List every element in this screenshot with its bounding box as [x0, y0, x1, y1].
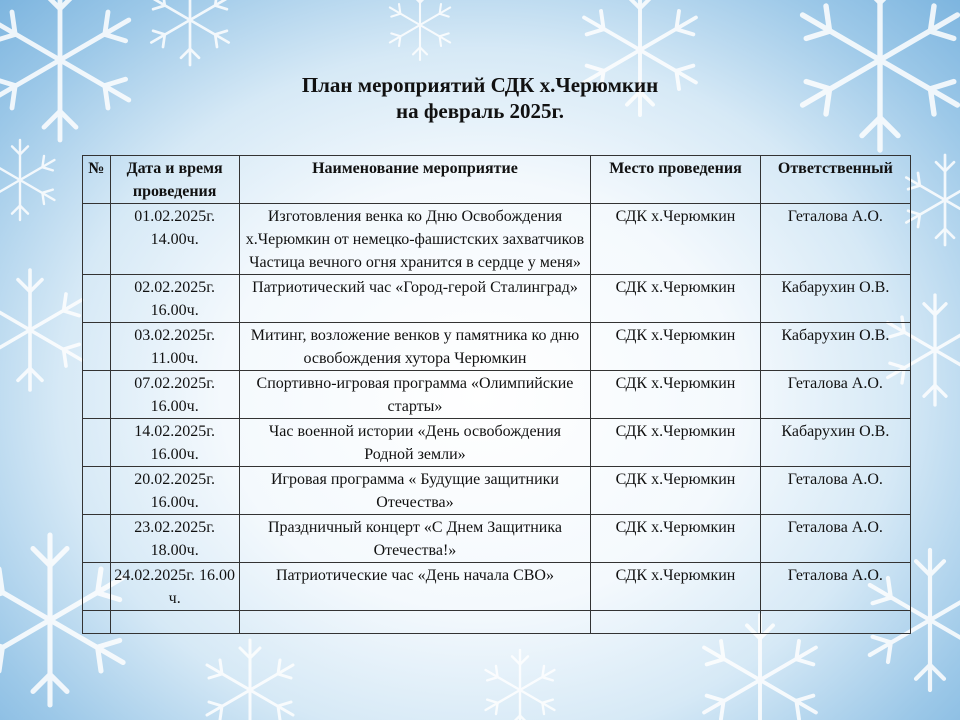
- title-line-2: на февраль 2025г.: [396, 99, 564, 123]
- cell-empty: [110, 611, 239, 634]
- table-row: [83, 467, 911, 515]
- cell-responsible: Геталова А.О.: [760, 563, 910, 611]
- cell-place: СДК х.Черюмкин: [591, 204, 760, 275]
- cell-place: СДК х.Черюмкин: [591, 515, 760, 563]
- cell-place: СДК х.Черюмкин: [591, 563, 760, 611]
- page-title: [0, 72, 960, 124]
- header-date: Дата и время проведения: [110, 156, 239, 204]
- cell-name: Патриотический час «Город-герой Сталинград»: [239, 275, 591, 323]
- cell-num: [83, 515, 111, 563]
- cell-num: [83, 371, 111, 419]
- cell-responsible: Геталова А.О.: [760, 515, 910, 563]
- cell-responsible: Геталова А.О.: [760, 371, 910, 419]
- cell-empty: [239, 611, 591, 634]
- cell-name: Игровая программа « Будущие защитники Отечества»: [239, 467, 591, 515]
- cell-responsible: Кабарухин О.В.: [760, 419, 910, 467]
- cell-place: СДК х.Черюмкин: [591, 419, 760, 467]
- cell-date: 03.02.2025г. 11.00ч.: [110, 323, 239, 371]
- cell-name: Митинг, возложение венков у памятника ко дню освобождения хутора Черюмкин: [239, 323, 591, 371]
- cell-empty: [760, 611, 910, 634]
- cell-place: СДК х.Черюмкин: [591, 371, 760, 419]
- cell-name: Изготовления венка ко Дню Освобождения х.Черюмкин от немецко-фашистских захватчиков Частица вечного огня хранится в сердце у меня»: [239, 204, 591, 275]
- cell-responsible: Геталова А.О.: [760, 204, 910, 275]
- cell-responsible: Кабарухин О.В.: [760, 323, 910, 371]
- table-row: [83, 515, 911, 563]
- title-line-1: План мероприятий СДК х.Черюмкин: [301, 73, 659, 97]
- cell-place: СДК х.Черюмкин: [591, 323, 760, 371]
- header-num: №: [83, 156, 111, 204]
- cell-date: 02.02.2025г. 16.00ч.: [110, 275, 239, 323]
- cell-num: [83, 419, 111, 467]
- cell-empty: [83, 611, 111, 634]
- cell-date: 20.02.2025г. 16.00ч.: [110, 467, 239, 515]
- cell-date: 07.02.2025г. 16.00ч.: [110, 371, 239, 419]
- cell-place: СДК х.Черюмкин: [591, 275, 760, 323]
- table-row: [83, 563, 911, 611]
- header-place: Место проведения: [591, 156, 760, 204]
- cell-responsible: Геталова А.О.: [760, 467, 910, 515]
- table-header-row: [83, 156, 911, 204]
- cell-num: [83, 204, 111, 275]
- cell-num: [83, 275, 111, 323]
- cell-empty: [591, 611, 760, 634]
- cell-date: 24.02.2025г. 16.00 ч.: [110, 563, 239, 611]
- events-table: [82, 155, 911, 634]
- cell-num: [83, 467, 111, 515]
- cell-date: 01.02.2025г. 14.00ч.: [110, 204, 239, 275]
- cell-num: [83, 563, 111, 611]
- cell-place: СДК х.Черюмкин: [591, 467, 760, 515]
- table-row: [83, 275, 911, 323]
- cell-responsible: Кабарухин О.В.: [760, 275, 910, 323]
- table-row: [83, 419, 911, 467]
- table-row-empty: [83, 611, 911, 634]
- cell-num: [83, 323, 111, 371]
- header-name: Наименование мероприятие: [239, 156, 591, 204]
- cell-name: Спортивно-игровая программа «Олимпийские старты»: [239, 371, 591, 419]
- cell-date: 23.02.2025г. 18.00ч.: [110, 515, 239, 563]
- cell-name: Праздничный концерт «С Днем Защитника Отечества!»: [239, 515, 591, 563]
- table-row: [83, 371, 911, 419]
- header-responsible: Ответственный: [760, 156, 910, 204]
- cell-name: Час военной истории «День освобождения Родной земли»: [239, 419, 591, 467]
- cell-name: Патриотические час «День начала СВО»: [239, 563, 591, 611]
- table-row: [83, 204, 911, 275]
- table-row: [83, 323, 911, 371]
- cell-date: 14.02.2025г. 16.00ч.: [110, 419, 239, 467]
